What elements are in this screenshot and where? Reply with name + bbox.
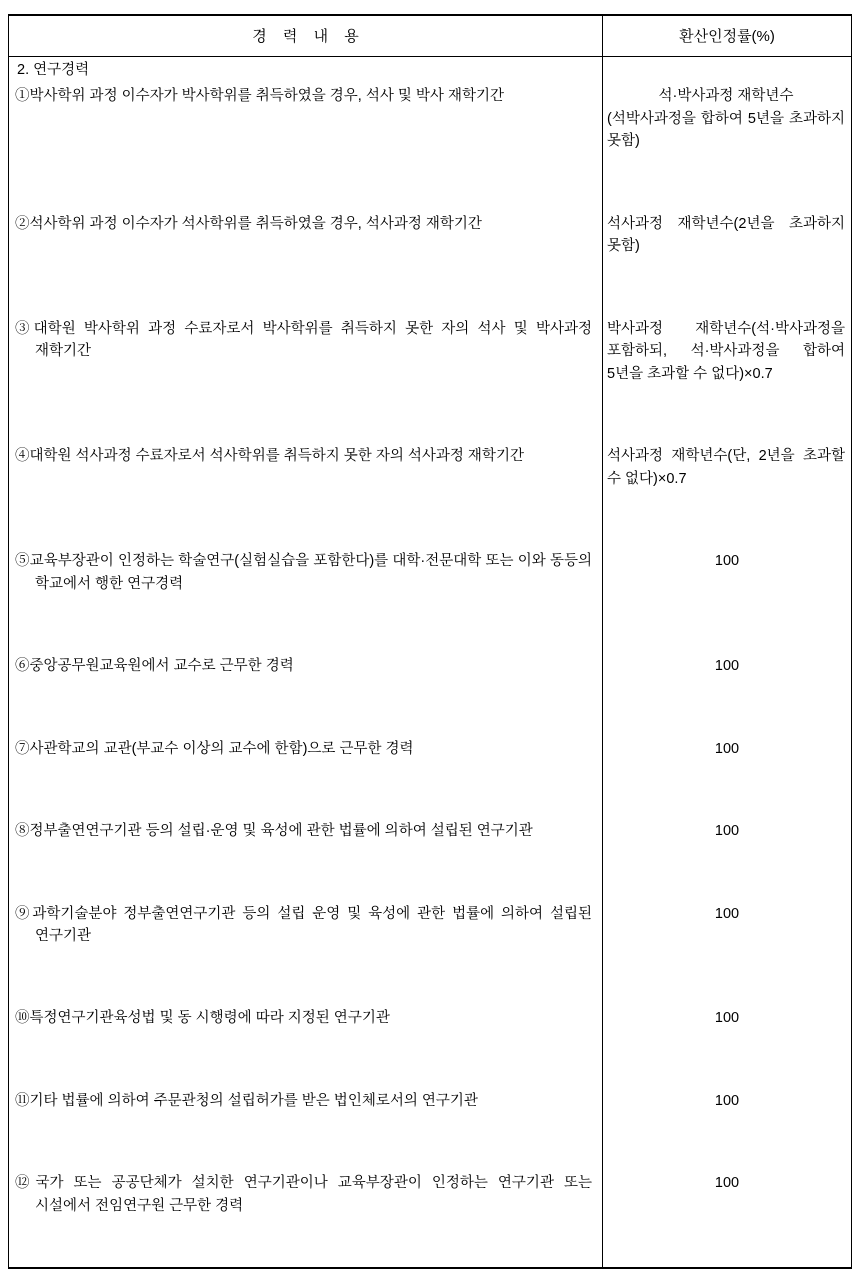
table-spacer-row [9, 492, 852, 540]
table-row [9, 435, 852, 492]
career-description-text: ④대학원 석사과정 수료자로서 석사학위를 취득하지 못한 자의 석사과정 재학기간 [15, 448, 524, 465]
career-rate-text: 박사과정 재학년수(석·박사과정을 포함하되, 석·박사과정을 합하여 5년을 초과할 수 없다)×0.7 [607, 320, 845, 382]
spacer-rate-cell [603, 762, 852, 810]
spacer-description-cell [9, 949, 603, 997]
column-header-description: 경 력 내 용 [9, 15, 603, 57]
career-rate-text: 석사과정 재학년수(단, 2년을 초과할 수 없다)×0.7 [607, 448, 845, 487]
table-row [9, 645, 852, 679]
table-row [9, 997, 852, 1031]
career-description-cell [9, 1080, 603, 1114]
career-description-cell [9, 893, 603, 950]
table-header [9, 15, 852, 57]
section-heading-cell [9, 57, 603, 84]
table-spacer-row [9, 597, 852, 645]
spacer-description-cell [9, 762, 603, 810]
table-spacer-row [9, 949, 852, 997]
table-body [9, 57, 852, 1269]
career-description-cell [9, 645, 603, 679]
career-description-text: ⑪기타 법률에 의하여 주문관청의 설립허가를 받은 법인체로서의 연구기관 [15, 1092, 478, 1109]
career-rate-cell: 100 [714, 740, 740, 757]
career-rate-cell [603, 308, 852, 387]
career-rate-cell: 100 [714, 1010, 740, 1027]
career-description-text: ①박사학위 과정 이수자가 박사학위를 취득하였을 경우, 석사 및 박사 재학기간 [15, 88, 504, 105]
spacer-description-cell [9, 260, 603, 308]
career-description-text: ⑥중앙공무원교육원에서 교수로 근무한 경력 [15, 658, 294, 675]
career-description-cell [9, 83, 603, 154]
career-rate-cell: 100 [714, 1092, 740, 1109]
career-description-cell [9, 728, 603, 762]
table-row [9, 203, 852, 260]
spacer-description-cell [9, 1032, 603, 1080]
spacer-description-cell [9, 680, 603, 728]
career-conversion-table [8, 14, 852, 1269]
career-description-cell [9, 810, 603, 844]
spacer-rate-cell [603, 1114, 852, 1162]
career-description-text: ③대학원 박사학위 과정 수료자로서 박사학위를 취득하지 못한 자의 석사 및 박사과정 재학기간 [15, 320, 592, 360]
career-rate-cell [603, 435, 852, 492]
career-description-cell [9, 308, 603, 387]
career-rate-first-line: 석·박사과정 재학년수 [658, 88, 794, 105]
table-row [9, 728, 852, 762]
table-row [9, 1162, 852, 1219]
career-rate-cell [603, 83, 852, 154]
career-rate-cell [603, 203, 852, 260]
table-spacer-row [9, 680, 852, 728]
career-description-text: ⑧정부출연연구기관 등의 설립·운영 및 육성에 관한 법률에 의하여 설립된 연구기관 [15, 823, 533, 840]
career-rate-cell: 100 [714, 553, 740, 570]
table-spacer-row [9, 260, 852, 308]
table-row [9, 810, 852, 844]
spacer-rate-cell [603, 492, 852, 540]
spacer-description-cell [9, 155, 603, 203]
spacer-description-cell [9, 597, 603, 645]
table-row [9, 83, 852, 154]
career-description-cell [9, 540, 603, 597]
spacer-description-cell [9, 845, 603, 893]
spacer-rate-cell [603, 387, 852, 435]
career-description-cell [9, 435, 603, 492]
career-description-text: ⑨과학기술분야 정부출연연구기관 등의 설립 운영 및 육성에 관한 법률에 의하여 설립된 연구기관 [15, 905, 592, 944]
table-row [9, 308, 852, 387]
column-header-rate: 환산인정률(%) [603, 15, 852, 57]
table-spacer-row [9, 1032, 852, 1080]
spacer-rate-cell [603, 949, 852, 997]
spacer-description-cell [9, 1114, 603, 1162]
spacer-rate-cell [603, 1032, 852, 1080]
table-row [9, 57, 852, 84]
table-header-row [9, 15, 852, 57]
spacer-rate-cell [603, 597, 852, 645]
table-row [9, 1080, 852, 1114]
career-rate-cell: 100 [714, 905, 740, 922]
spacer-description-cell [9, 387, 603, 435]
career-description-text: ⑩특정연구기관육성법 및 동 시행령에 따라 지정된 연구기관 [15, 1010, 390, 1027]
career-description-text: ⑦사관학교의 교관(부교수 이상의 교수에 한함)으로 근무한 경력 [15, 740, 414, 757]
career-rate-text: 석사과정 재학년수(2년을 초과하지 못함) [607, 215, 845, 255]
section-heading-rate-cell [603, 57, 852, 84]
table-row [9, 540, 852, 597]
table-spacer-row [9, 1114, 852, 1162]
spacer-description-cell [9, 1219, 603, 1268]
section-heading-label: 2. 연구경력 [17, 62, 90, 78]
career-rate-cell: 100 [714, 658, 740, 675]
career-rate-cell: 100 [714, 1175, 740, 1192]
table-row [9, 893, 852, 950]
career-rate-cell: 100 [714, 823, 740, 840]
spacer-rate-cell [603, 845, 852, 893]
career-description-cell [9, 203, 603, 260]
table-spacer-row [9, 845, 852, 893]
spacer-rate-cell [603, 260, 852, 308]
spacer-description-cell [9, 492, 603, 540]
table-spacer-row [9, 1219, 852, 1268]
spacer-rate-cell [603, 680, 852, 728]
career-rate-text: (석박사과정을 합하여 5년을 초과하지 못함) [607, 110, 845, 150]
career-description-text: ⑫국가 또는 공공단체가 설치한 연구기관이나 교육부장관이 인정하는 연구기관 또는 시설에서 전임연구원 근무한 경력 [15, 1175, 592, 1214]
career-description-cell [9, 997, 603, 1031]
career-description-text: ②석사학위 과정 이수자가 석사학위를 취득하였을 경우, 석사과정 재학기간 [15, 215, 482, 232]
table-spacer-row [9, 387, 852, 435]
career-description-text: ⑤교육부장관이 인정하는 학술연구(실험실습을 포함한다)를 대학·전문대학 또는 이와 동등의 학교에서 행한 연구경력 [15, 553, 592, 592]
table-spacer-row [9, 155, 852, 203]
spacer-rate-cell [603, 155, 852, 203]
career-description-cell [9, 1162, 603, 1219]
table-spacer-row [9, 762, 852, 810]
spacer-rate-cell [603, 1219, 852, 1268]
